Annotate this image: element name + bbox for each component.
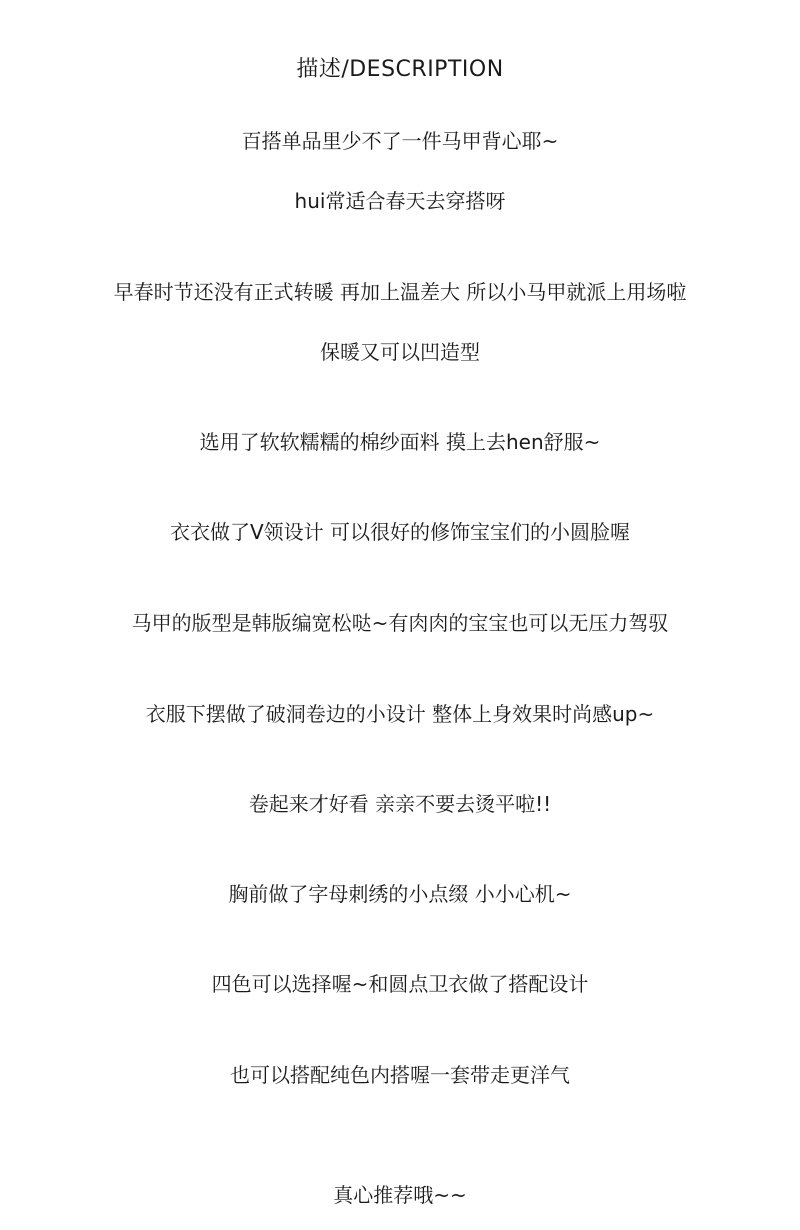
description-line: hui常适合春天去穿搭呀 [294,189,506,213]
description-line: 真心推荐哦~~ [333,1183,467,1207]
page-title: 描述/DESCRIPTION [296,56,504,82]
description-line: 衣服下摆做了破洞卷边的小设计 整体上身效果时尚感up~ [145,702,655,726]
description-line: 四色可以选择喔~和圆点卫衣做了搭配设计 [211,972,589,996]
description-line: 早春时节还没有正式转暖 再加上温差大 所以小马甲就派上用场啦 [113,280,687,304]
description-line: 马甲的版型是韩版编宽松哒~有肉肉的宝宝也可以无压力驾驭 [131,611,669,635]
description-line: 也可以搭配纯色内搭喔一套带走更洋气 [230,1063,570,1087]
description-line: 选用了软软糯糯的棉纱面料 摸上去hen舒服~ [199,430,601,454]
description-line: 衣衣做了V领设计 可以很好的修饰宝宝们的小圆脸喔 [169,520,631,544]
description-line: 保暖又可以凹造型 [320,340,480,364]
description-line: 胸前做了字母刺绣的小点缀 小小心机~ [228,882,572,906]
description-line: 卷起来才好看 亲亲不要去烫平啦!! [248,792,552,816]
description-line: 百搭单品里少不了一件马甲背心耶~ [241,129,559,153]
